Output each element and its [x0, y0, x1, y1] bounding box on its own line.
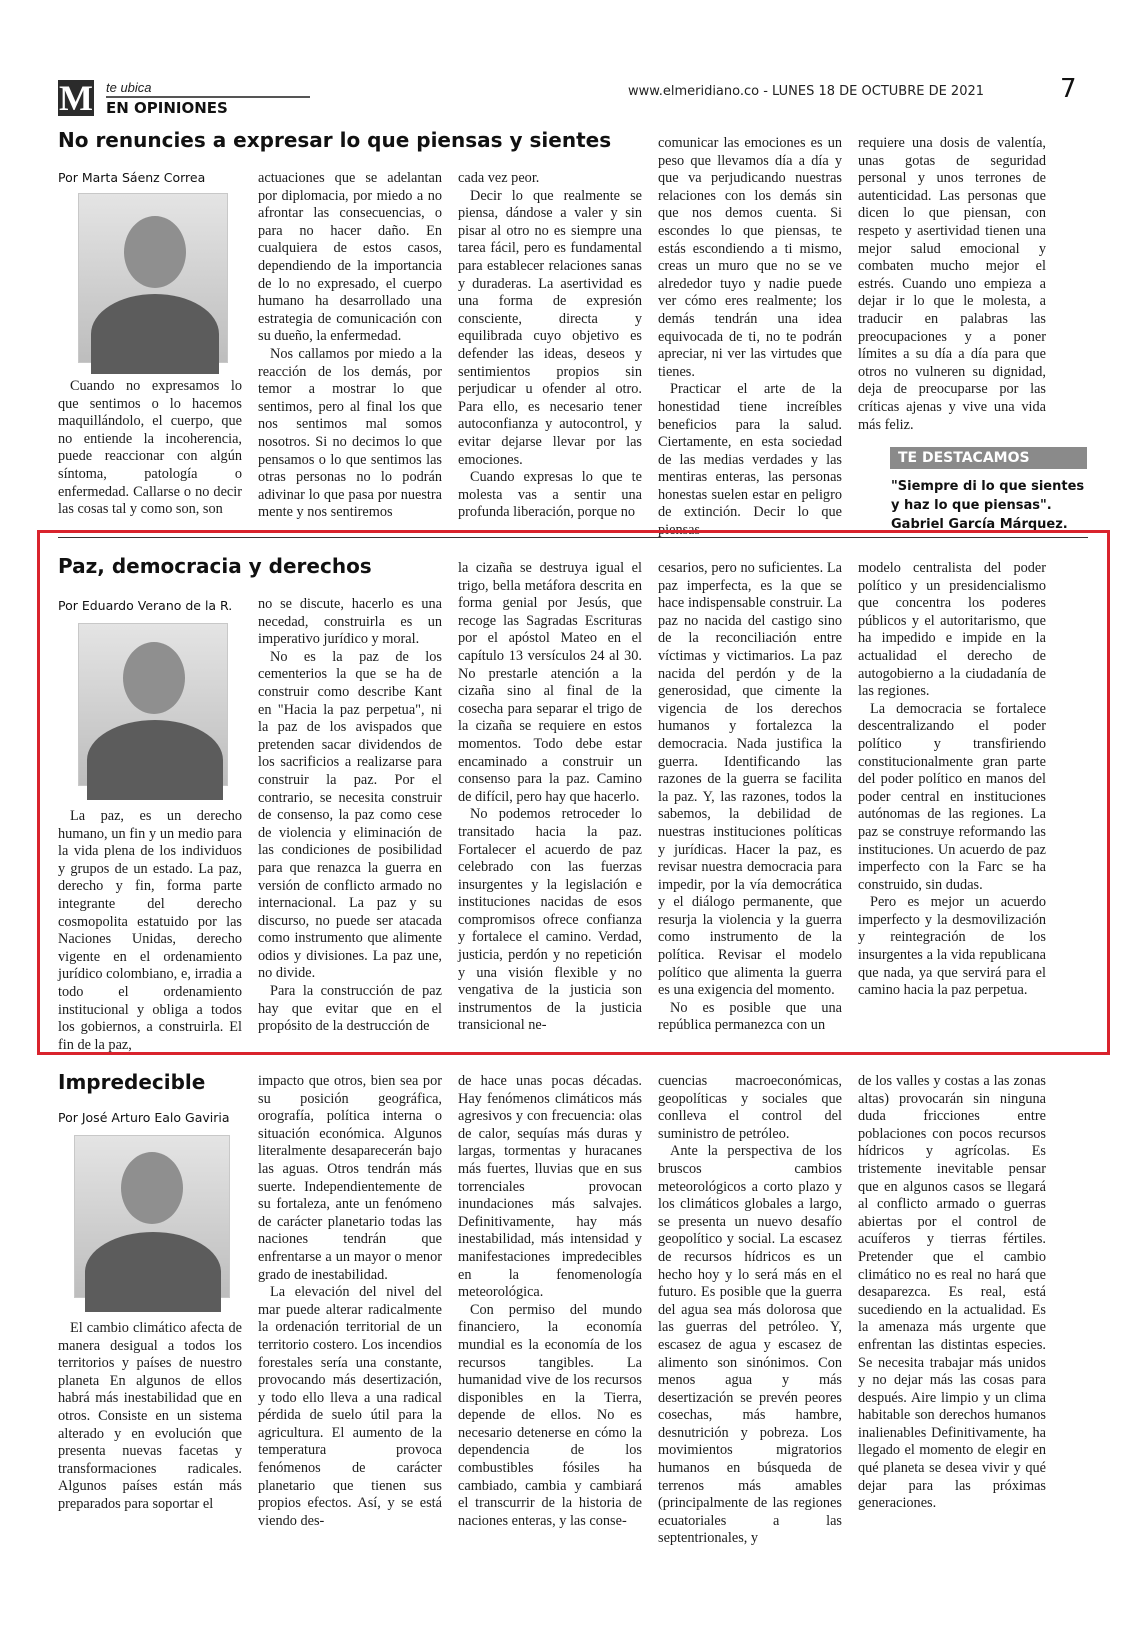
author-photo-2 — [78, 623, 228, 786]
newspaper-logo: M — [59, 78, 93, 118]
paragraph: Con permiso del mundo financiero, la economía mundial es la economía de los recursos tangibles. La humanidad vive de los recursos disponibles en la Tierra, depende de ellos. No es necesario detenerse en cómo la dependencia de los combustibles fósiles ha cambiado, cambia y cambiará el transcurrir de la historia de naciones enteras, y las conse- — [458, 1301, 642, 1529]
highlight-label: TE DESTACAMOS — [890, 447, 1087, 469]
logo-kicker: te ubica — [106, 80, 152, 95]
article-2-col-4 — [658, 560, 842, 1040]
article-1-col-1 — [58, 378, 242, 524]
paragraph: No podemos retroceder lo transitado hacia la paz. Fortalecer el acuerdo de paz celebrado con las fuerzas insurgentes y la legislación e instituciones nacidas de esos compromisos ofrece confianza y fortalece el camino. Verdad, justicia, perdón y no repetición y una visión flexible y no vengativa de la justicia son instrumentos de la justicia transicional ne- — [458, 806, 642, 1034]
paragraph: La elevación del nivel del mar puede alterar radicalmente la ordenación territorial de un territorio costero. Los incendios forestales sería una constante, provocando más desertización, y todo ello lleva a una radical pérdida de suelo útil para la agricultura. El aumento de la temperatura provoca fenómenos de carácter planetario que tienen sus propios efectos. Así, y se está viendo des- — [258, 1284, 442, 1529]
paragraph: La paz, es un derecho humano, un fin y un medio para la vida plena de los individuos y grupos de un estado. La paz, derecho y fin, forma parte integrante del derecho cosmopolita estatuido por las Naciones Unidas, derecho vigente en el ordenamiento jurídico colombiano, e, irradia a todo el ordenamiento institucional y obliga a todos los gobiernos, a construirla. El fin de la paz, — [58, 808, 242, 1053]
article-3-col-3 — [458, 1073, 642, 1582]
page-number: 7 — [1060, 74, 1077, 104]
paragraph: de hace unas pocas décadas. Hay fenómenos climáticos más agresivos y con frecuencia: olas de calor, sequías más duras y largas, tormentas y huracanes más fuertes, lluvias que en sus torrenciales provocan inundaciones más salvajes. Definitivamente, hay más inestabilidad, más intensidad y manifestaciones impredecibles en la fenomenología meteorológica. — [458, 1073, 642, 1301]
paragraph: Cuando no expresamos lo que sentimos o lo hacemos maquillándolo, el cuerpo, que no entiende la incoherencia, puede reaccionar con algún síntoma, patología o enfermedad. Callarse o no decir las cosas tal y como son, son — [58, 378, 242, 518]
article-3-byline: Por José Arturo Ealo Gaviria — [58, 1110, 230, 1125]
paragraph: Nos callamos por miedo a la reacción de los demás, por temor a mostrar lo que sentimos, pero al final los que nos sentimos mal somos nosotros. Si no decimos lo que pensamos o lo que sentimos las otras personas no lo podrán adivinar lo que pasa por nuestra mente y nos sentiremos — [258, 345, 442, 521]
article-2-col-1 — [58, 808, 242, 1053]
article-1-col-4 — [658, 135, 842, 539]
header-rule — [106, 96, 310, 98]
article-3-col-5 — [858, 1073, 1046, 1582]
paragraph: cesarios, pero no suficientes. La paz imperfecta, es la que se hace indispensable construir. La paz no nacida del castigo sino de la reconciliación entre víctimas y victimarios. La paz nacida del perdón y de la generosidad, que cimente la vigencia de los derechos humanos y fortalezca la democracia. Nada justifica la guerra. Identificando las razones de la guerra se facilita la paz. Y, las razones, todos la sabemos, la debilidad de nuestras instituciones políticas y jurídicas. Hacer la paz, es revisar nuestra democracia para impedir, por la vía democrática y el diálogo permanente, que resurja la violencia y la guerra como instrumento de la política. Revisar el modelo político que alimenta la guerra es una exigencia del momento. — [658, 560, 842, 999]
author-photo-3 — [74, 1135, 230, 1298]
paragraph: Ante la perspectiva de los bruscos cambios meteorológicos a corto plazo y los climáticos globales a largo, se presenta un nuevo desafío geopolítico y social. La escasez de recursos hídricos es un hecho hoy y lo será más en el futuro. Es posible que la guerra del agua sea más dolorosa que las guerras del petróleo. Y, escasez de agua y escasez de alimento son sinónimos. Con menos agua y más desertización se prevén peores cosechas, más hambre, desnutrición y pobreza. Los movimientos migratorios humanos en búsqueda de terrenos más amables (principalmente de las regiones ecuatoriales a las septentrionales, y — [658, 1143, 842, 1547]
author-photo-1 — [78, 193, 228, 363]
section-title: EN OPINIONES — [106, 99, 228, 117]
article-2-col-3 — [458, 560, 642, 1040]
paragraph: de los valles y costas a las zonas altas) provocarán sin ninguna duda fricciones entre poblaciones con pocos recursos hídricos y agrícolas. Es tristemente inevitable pensar que en algunos casos se llegará al conflicto armado o guerras abiertas por el control de acuíferos y tierras fértiles. Pretender que el cambio climático no es real no hará que desaparezca. Es real, está sucediendo en la actualidad. Es la amenaza más urgente que enfrentan las distintas especies. Se necesita trabajar más unidos y no dejar más las cosas para después. Aire limpio y un clima habitable son derechos humanos inalienables Definitivamente, ha llegado el momento de elegir en qué planeta se desea vivir y qué dejar para las próximas generaciones. — [858, 1073, 1046, 1512]
article-2-col-5 — [858, 560, 1046, 1040]
paragraph: Cuando expresas lo que te molesta vas a sentir una profunda liberación, porque no — [458, 469, 642, 521]
paragraph: La democracia se fortalece descentralizando el poder político y transfiriendo constitucionalmente gran parte del poder político en manos del poder central en instituciones autónomas de las regiones. La paz se construye reformando las instituciones. Un acuerdo de paz imperfecto con la Farc se ha construido, sin dudas. — [858, 700, 1046, 893]
paragraph: Practicar el arte de la honestidad tiene increíbles beneficios para la salud. Ciertamente, en esta sociedad de las medias verdades y las mentiras enteras, las personas honestas suelen estar en peligro de extinción. Decir lo que piensas — [658, 381, 842, 539]
article-1-col-3 — [458, 170, 642, 524]
article-3-col-4 — [658, 1073, 842, 1582]
article-2-byline: Por Eduardo Verano de la R. — [58, 598, 233, 613]
paragraph: requiere una dosis de valentía, unas gotas de seguridad personal y unos terrones de autenticidad. Las personas que dicen lo que piensan, con respeto y asertividad tienen una mejor salud emocional y combaten mucho mejor el estrés. Cuando uno empieza a dejar ir lo que le molesta, a traducir en palabras las preocupaciones y a poner límites a su día a día para que otros no vulneren su dignidad, deja de preocuparse por las críticas ajenas y vive una vida más feliz. — [858, 135, 1046, 433]
paragraph: comunicar las emociones es un peso que llevamos día a día y que va perjudicando nuestras relaciones con los demás sin que nos demos cuenta. Si escondes lo que piensas, te estás escondiendo a ti mismo, creas un muro que no se ve alrededor tuyo y nadie puede ver cómo eres realmente; los demás tendrán una idea equivocada de ti, no te podrán apreciar, ni ver las virtudes que tienes. — [658, 135, 842, 380]
paragraph: modelo centralista del poder político y un presidencialismo que concentra los poderes públicos y el autoritarismo, que ha impedido e impide en la actualidad el derecho de autogobierno a la ciudadanía de las regiones. — [858, 560, 1046, 700]
article-1-byline: Por Marta Sáenz Correa — [58, 170, 206, 185]
article-3-col-2 — [258, 1073, 442, 1582]
paragraph: cada vez peor. — [458, 170, 540, 186]
article-1-col-5 — [858, 135, 1046, 435]
article-3-title: Impredecible — [58, 1070, 206, 1094]
paragraph: no se discute, hacerlo es una necedad, construirla es un imperativo jurídico y moral. — [258, 596, 442, 648]
paragraph: No es la paz de los cementerios la que se ha de construir como describe Kant en "Hacia la paz perpetua", ni la paz de los avispados que pretenden sacar dividendos de los sacrificios a realizarse para construir la paz. Por el contrario, se necesita construir de consenso, la paz como cese de violencia y eliminación de las condiciones de posibilidad para que renazca la guerra en versión de conflicto armado no internacional. La paz y su discurso, no puede ser atacada como instrumento que alimente odios y divisiones. La paz une, no divide. — [258, 648, 442, 982]
paragraph: Pero es mejor un acuerdo imperfecto y la desmovilización y reintegración de los insurgentes a la vida republicana que nada, ya que servirá para el camino hacia la paz perpetua. — [858, 894, 1046, 999]
article-1-col-2 — [258, 170, 442, 524]
article-1-title: No renuncies a expresar lo que piensas y sientes — [58, 128, 612, 152]
site-and-date: www.elmeridiano.co - LUNES 18 DE OCTUBRE DE 2021 — [628, 84, 985, 99]
highlight-quote: "Siempre di lo que sientes y haz lo que piensas". Gabriel García Márquez. — [891, 479, 1085, 532]
paragraph: Decir lo que realmente se piensa, dándose a valer y sin pisar al otro no es siempre una tarea fácil, pero es fundamental para establecer relaciones sanas y duraderas. La asertividad es una forma de expresión consciente, directa y equilibrada cuyo objetivo es defender las ideas, deseos y sentimientos propios sin perjudicar u ofender al otro. Para ello, es necesario tener autoconfianza y autocontrol, y evitar dejarse llevar por las emociones. — [458, 187, 642, 468]
paragraph: impacto que otros, bien sea por su posición geográfica, orografía, política interna o situación económica. Algunos literalmente desaparecerán bajo las aguas. Otros tendrán más suerte. Independientemente de su fortaleza, ante un fenómeno de carácter planetario todas las naciones tendrán que enfrentarse a un mayor o menor grado de inestabilidad. — [258, 1073, 442, 1283]
paragraph: cuencias macroeconómicas, geopolíticas y sociales que conlleva el control del suministro de petróleo. — [658, 1073, 842, 1142]
paragraph: Para la construcción de paz hay que evitar que en el propósito de la destrucción de — [258, 983, 442, 1035]
paragraph: El cambio climático afecta de manera desigual a todos los territorios y países de nuestro planeta En algunos de ellos habrá más inestabilidad que en otros. Consiste en un sistema alterado y en evolución que presenta nuevas facetas y transformaciones radicales. Algunos países están más preparados para soportar el — [58, 1320, 242, 1512]
paragraph: No es posible que una república permanezca con un — [658, 999, 842, 1034]
paragraph: la cizaña se destruya igual el trigo, bella metáfora descrita en forma genial por Jesús, que recoge las Sagradas Escrituras por el apóstol Mateo en el capítulo 13 versículos 24 al 30. No prestarle atención a la cizaña sino al final de la cosecha para separar el trigo de la cizaña se requiere en estos momentos. Todo debe estar encaminado a construir un consenso para la paz. Camino de difícil, pero hay que hacerlo. — [458, 560, 642, 805]
article-divider — [58, 537, 1088, 538]
paragraph: actuaciones que se adelantan por diplomacia, por miedo a no afrontar las consecuencias, o para no hacer daño. En cualquiera de estos casos, dependiendo de la importancia de lo no expresado, el cuerpo humano ha desarrollado una estrategia de comunicación con su dueño, la enfermedad. — [258, 170, 442, 345]
article-3-col-1 — [58, 1320, 242, 1582]
article-2-col-2 — [258, 596, 442, 1040]
article-2-title: Paz, democracia y derechos — [58, 554, 372, 578]
